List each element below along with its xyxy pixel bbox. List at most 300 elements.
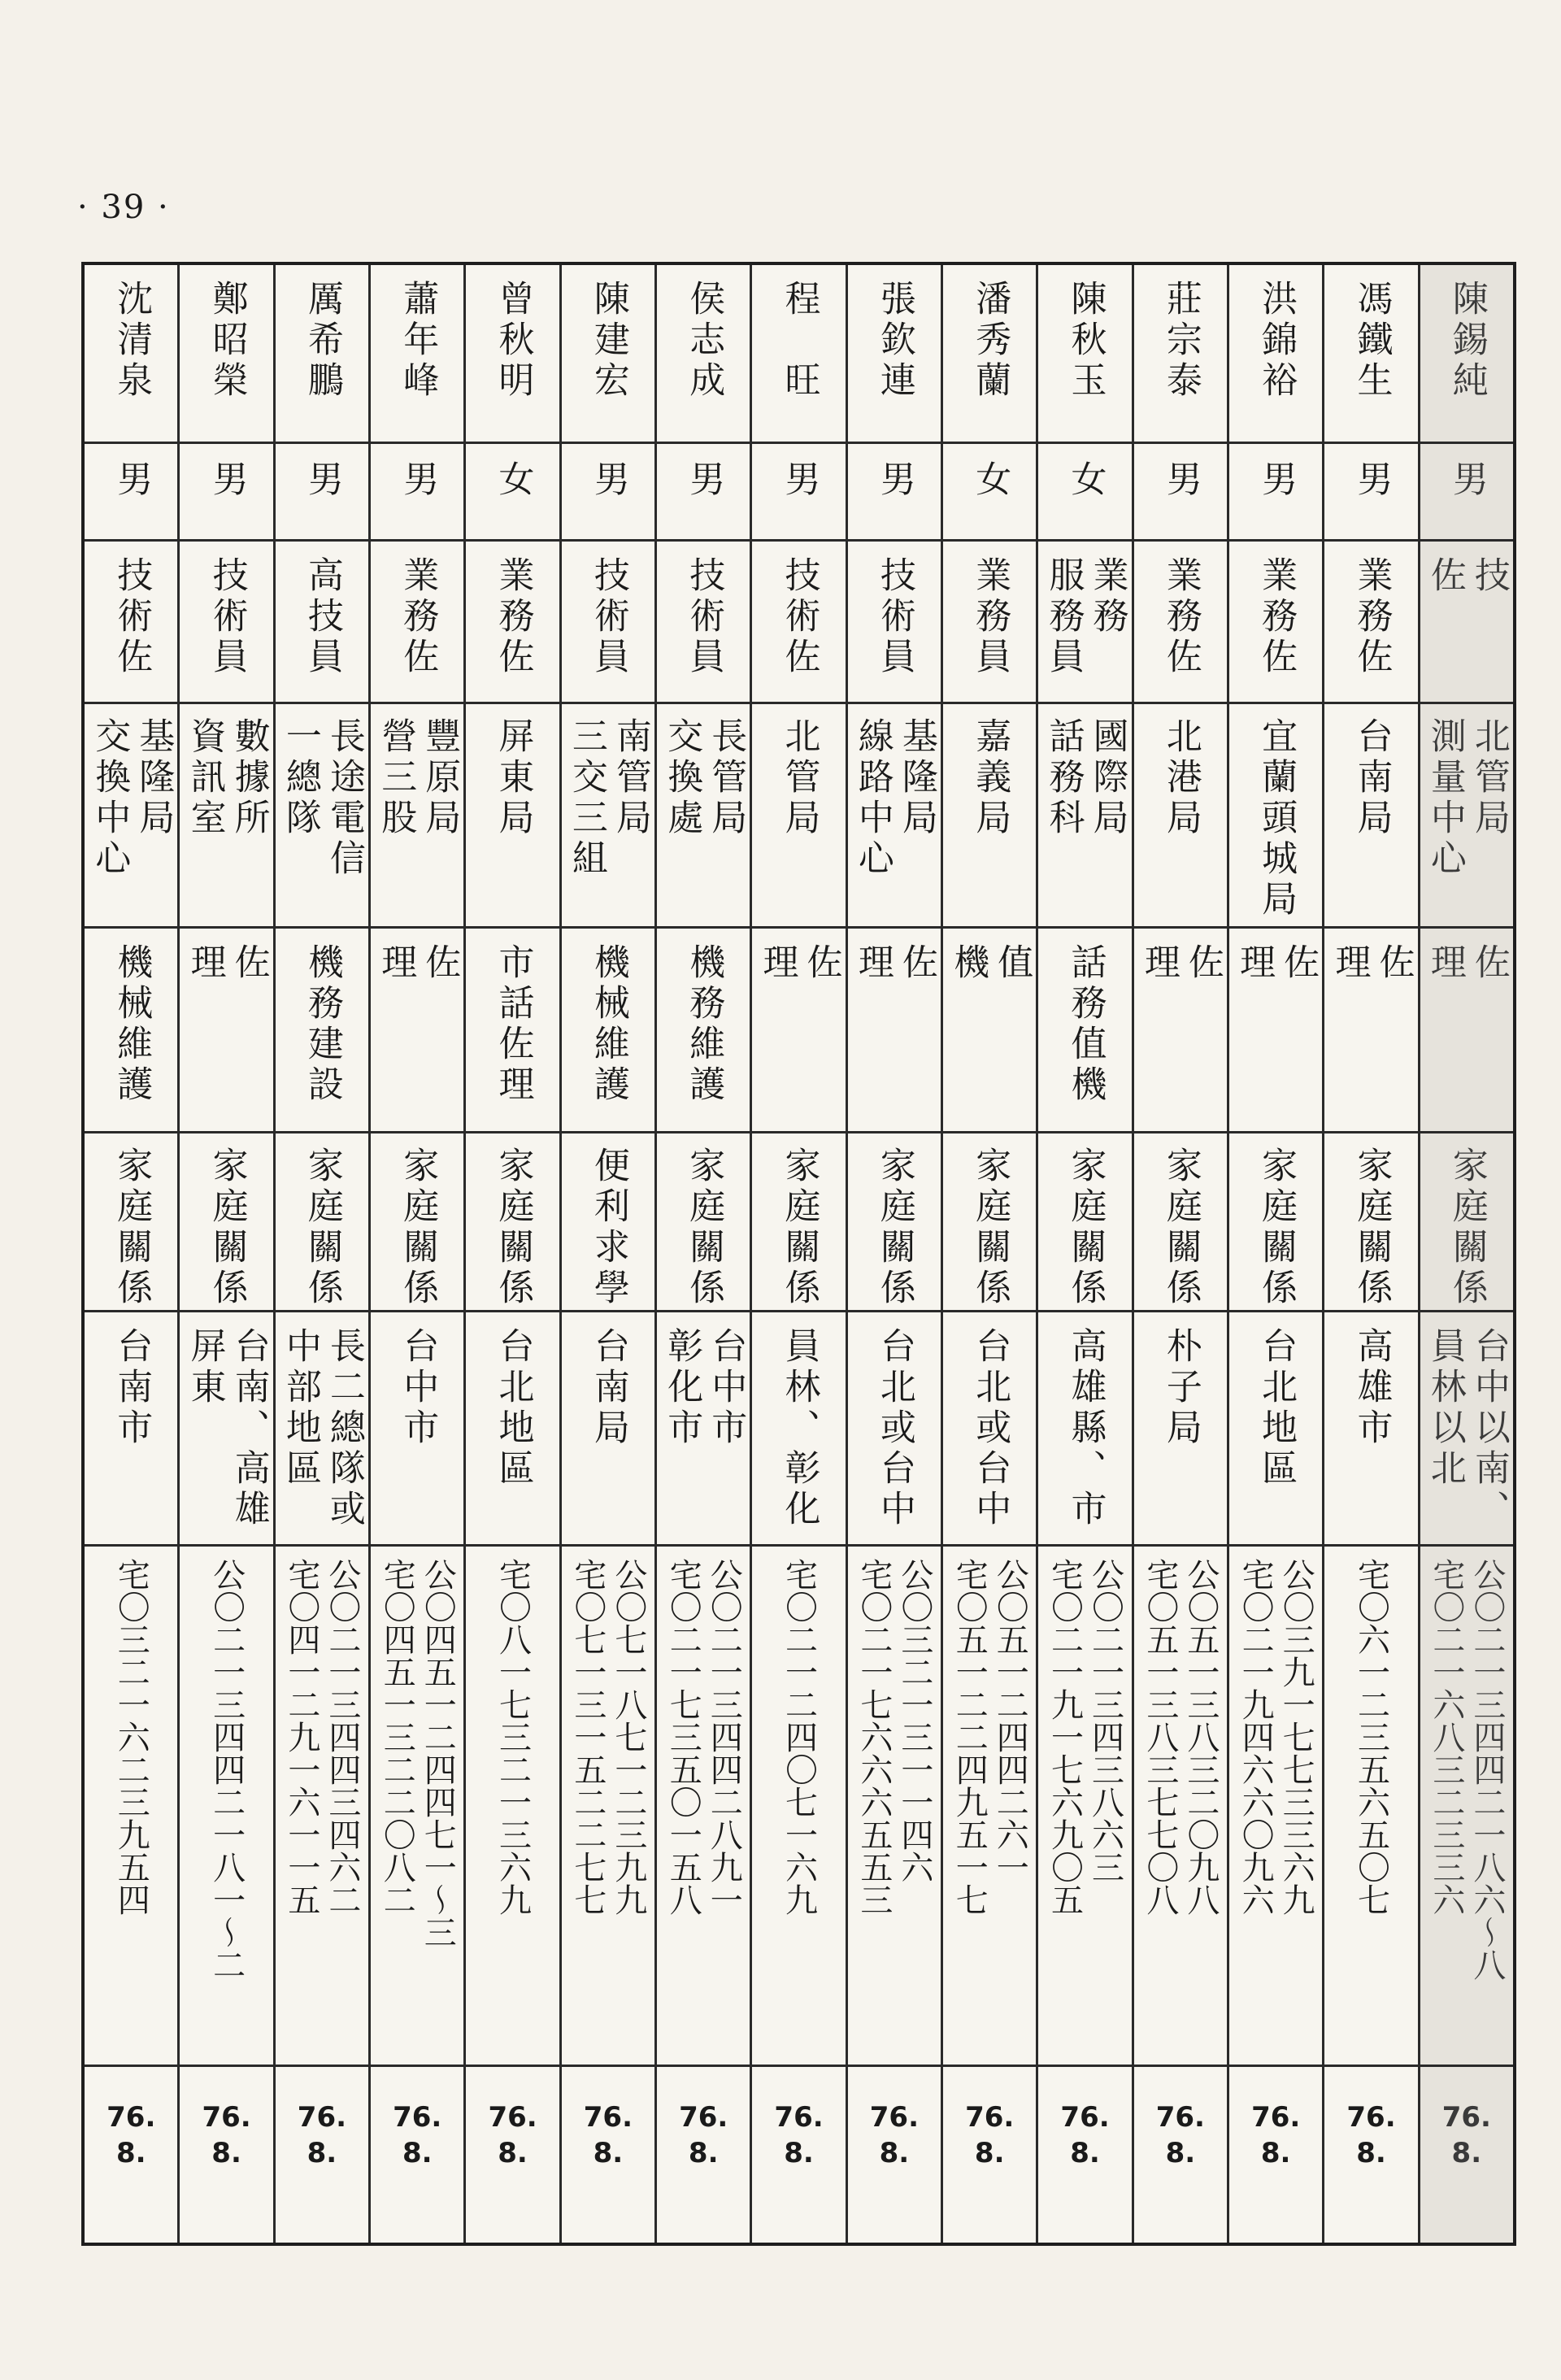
date-text: 76. (774, 2101, 824, 2134)
unit-cell-text: 基隆局 (133, 717, 175, 839)
place-cell (466, 1312, 559, 1547)
unit-cell-text: 測量中心 (1424, 717, 1466, 880)
unit-cell-text: 交換中心 (89, 717, 131, 880)
name-cell-text: 張欽連 (873, 280, 915, 402)
record-column (846, 265, 941, 2243)
date-text: 76. (1441, 2101, 1491, 2134)
place-cell-text: 台南局 (587, 1327, 629, 1449)
date-text: 8. (688, 2137, 719, 2169)
name-cell-text: 陳錫純 (1446, 280, 1488, 402)
job-cell-text: 理 (1424, 943, 1466, 984)
title-cell-text: 技術員 (587, 556, 629, 678)
name-cell (85, 265, 177, 444)
record-column (1418, 265, 1513, 2243)
place-cell-text: 台南、高雄 (228, 1327, 270, 1530)
title-cell (752, 542, 845, 704)
reason-cell-text: 家庭關係 (778, 1146, 820, 1309)
date-cell (752, 2067, 845, 2243)
phone-cell-text: 宅〇二一六八三二三三六 (1427, 1558, 1465, 1916)
unit-cell (371, 704, 463, 929)
phone-cell-text: 公〇三九一七七三三六九 (1277, 1558, 1315, 1916)
reason-cell (1229, 1133, 1322, 1312)
reason-cell-text: 家庭關係 (206, 1146, 248, 1309)
title-cell-text: 技術員 (206, 556, 248, 678)
job-cell-text: 佐 (1372, 943, 1415, 984)
reason-cell-text: 家庭關係 (1255, 1146, 1298, 1309)
sex-cell (1134, 444, 1227, 542)
reason-cell-text: 家庭關係 (1159, 1146, 1202, 1309)
name-cell (1324, 265, 1417, 444)
date-text: 76. (1346, 2101, 1396, 2134)
page-number: · 39 · (77, 189, 170, 226)
reason-cell-text: 家庭關係 (1064, 1146, 1107, 1309)
job-cell-text: 理 (851, 943, 894, 984)
sex-cell-text: 男 (111, 460, 153, 496)
sex-cell (657, 444, 750, 542)
name-cell (1038, 265, 1131, 444)
place-cell-text: 台北或台中 (873, 1327, 915, 1530)
title-cell-text: 業務佐 (492, 556, 534, 678)
sex-cell (848, 444, 941, 542)
transfer-table (81, 262, 1516, 2246)
unit-cell-text: 長途電信 (323, 717, 365, 880)
job-cell-text: 佐 (419, 943, 461, 984)
job-cell-text: 機務建設 (301, 943, 343, 1106)
phone-cell-text: 宅〇二一七六六六五五三 (854, 1558, 893, 1916)
date-text: 8. (498, 2137, 528, 2169)
sex-cell-text: 男 (873, 460, 915, 496)
place-cell (562, 1312, 654, 1547)
place-cell (371, 1312, 463, 1547)
date-cell (848, 2067, 941, 2243)
title-cell (1420, 542, 1513, 704)
sex-cell-text: 男 (397, 460, 439, 496)
reason-cell (848, 1133, 941, 1312)
phone-cell (180, 1547, 272, 2067)
date-text: 8. (211, 2137, 241, 2169)
record-column (1036, 265, 1131, 2243)
date-cell (1229, 2067, 1322, 2243)
job-cell (1038, 929, 1131, 1133)
job-cell (1229, 929, 1322, 1133)
reason-cell-text: 家庭關係 (1350, 1146, 1393, 1309)
record-column (1227, 265, 1322, 2243)
date-cell (371, 2067, 463, 2243)
date-cell (1324, 2067, 1417, 2243)
place-cell-text: 台北或台中 (969, 1327, 1011, 1530)
phone-cell (466, 1547, 559, 2067)
date-cell (180, 2067, 272, 2243)
place-cell (1324, 1312, 1417, 1547)
place-cell (657, 1312, 750, 1547)
record-column (559, 265, 654, 2243)
phone-cell (276, 1547, 368, 2067)
unit-cell (752, 704, 845, 929)
place-cell (943, 1312, 1036, 1547)
date-cell (1420, 2067, 1513, 2243)
phone-cell-text: 宅〇四五一三二二〇八二 (378, 1558, 416, 1916)
unit-cell-text: 營三股 (375, 717, 417, 839)
title-cell (1324, 542, 1417, 704)
reason-cell (1038, 1133, 1131, 1312)
title-cell (562, 542, 654, 704)
job-cell (943, 929, 1036, 1133)
reason-cell-text: 便利求學 (587, 1146, 629, 1309)
phone-cell-text: 宅〇二一九四六六〇九六 (1237, 1558, 1275, 1916)
date-text: 8. (1451, 2137, 1482, 2169)
job-cell (276, 929, 368, 1133)
phone-cell (657, 1547, 750, 2067)
title-cell-text: 業務 (1086, 556, 1128, 637)
unit-cell-text: 北港局 (1159, 717, 1202, 839)
name-cell (1134, 265, 1227, 444)
name-cell (752, 265, 845, 444)
reason-cell-text: 家庭關係 (683, 1146, 725, 1309)
sex-cell (943, 444, 1036, 542)
unit-cell (943, 704, 1036, 929)
record-column (654, 265, 750, 2243)
unit-cell (1324, 704, 1417, 929)
title-cell (1134, 542, 1227, 704)
job-cell (466, 929, 559, 1133)
job-cell-text: 機 (947, 943, 989, 984)
title-cell-text: 佐 (1424, 556, 1466, 597)
place-cell-text: 屏東 (184, 1327, 226, 1408)
reason-cell (371, 1133, 463, 1312)
name-cell-text: 潘秀蘭 (969, 280, 1011, 402)
unit-cell (1038, 704, 1131, 929)
record-column (85, 265, 177, 2243)
record-column (1132, 265, 1227, 2243)
sex-cell-text: 男 (778, 460, 820, 496)
phone-cell-text: 公〇七一八七一二三九九 (609, 1558, 647, 1916)
job-cell (848, 929, 941, 1133)
phone-cell-text: 公〇二一三四三八六三 (1086, 1558, 1124, 1883)
name-cell (1420, 265, 1513, 444)
unit-cell-text: 北管局 (1468, 717, 1510, 839)
job-cell-text: 佐 (1277, 943, 1320, 984)
unit-cell (276, 704, 368, 929)
reason-cell-text: 家庭關係 (1446, 1146, 1488, 1309)
date-cell (276, 2067, 368, 2243)
place-cell-text: 台北地區 (1255, 1327, 1298, 1490)
sex-cell-text: 男 (301, 460, 343, 496)
title-cell-text: 服務員 (1042, 556, 1085, 678)
phone-cell-text: 宅〇七一三一五二二七七 (568, 1558, 607, 1916)
reason-cell-text: 家庭關係 (111, 1146, 153, 1309)
date-text: 76. (679, 2101, 728, 2134)
reason-cell (1420, 1133, 1513, 1312)
name-cell (180, 265, 272, 444)
sex-cell-text: 男 (1255, 460, 1298, 496)
date-cell (1134, 2067, 1227, 2243)
name-cell-text: 曾秋明 (492, 280, 534, 402)
date-text: 76. (202, 2101, 251, 2134)
reason-cell (1324, 1133, 1417, 1312)
phone-cell-text: 公〇五一二四四二六一 (991, 1558, 1029, 1883)
unit-cell-text: 交換處 (661, 717, 703, 839)
place-cell-text: 台南市 (111, 1327, 153, 1449)
job-cell-text: 理 (184, 943, 226, 984)
reason-cell-text: 家庭關係 (492, 1146, 534, 1309)
unit-cell (657, 704, 750, 929)
phone-cell-text: 公〇五一三八三二〇九八 (1181, 1558, 1220, 1916)
name-cell-text: 陳建宏 (587, 280, 629, 402)
job-cell-text: 佐 (800, 943, 842, 984)
place-cell-text: 高雄縣、市 (1064, 1327, 1107, 1530)
place-cell (1420, 1312, 1513, 1547)
job-cell-text: 理 (756, 943, 798, 984)
date-text: 76. (583, 2101, 633, 2134)
sex-cell (276, 444, 368, 542)
sex-cell (371, 444, 463, 542)
job-cell-text: 佐 (895, 943, 937, 984)
reason-cell (562, 1133, 654, 1312)
reason-cell (657, 1133, 750, 1312)
job-cell-text: 佐 (228, 943, 270, 984)
phone-cell-text: 公〇三二一三一一四六 (895, 1558, 933, 1883)
place-cell-text: 長二總隊或 (323, 1327, 365, 1530)
place-cell (752, 1312, 845, 1547)
title-cell (466, 542, 559, 704)
reason-cell (1134, 1133, 1227, 1312)
unit-cell-text: 嘉義局 (969, 717, 1011, 839)
date-text: 8. (1070, 2137, 1100, 2169)
job-cell (562, 929, 654, 1133)
name-cell-text: 厲希鵬 (301, 280, 343, 402)
date-text: 8. (1356, 2137, 1386, 2169)
unit-cell-text: 豐原局 (419, 717, 461, 839)
place-cell-text: 員林以北 (1424, 1327, 1466, 1490)
date-text: 8. (307, 2137, 337, 2169)
title-cell-text: 技 (1468, 556, 1510, 597)
record-column (273, 265, 368, 2243)
place-cell (1038, 1312, 1131, 1547)
place-cell-text: 高雄市 (1350, 1327, 1393, 1449)
record-column (941, 265, 1036, 2243)
place-cell-text: 彰化市 (661, 1327, 703, 1449)
phone-cell-text: 公〇二一三四四二一八一～二 (207, 1558, 246, 1981)
job-cell-text: 理 (1137, 943, 1180, 984)
place-cell-text: 員林、彰化 (778, 1327, 820, 1530)
phone-cell-text: 宅〇二一七三五〇一五八 (664, 1558, 702, 1916)
place-cell-text: 台中以南、 (1468, 1327, 1510, 1530)
reason-cell-text: 家庭關係 (969, 1146, 1011, 1309)
title-cell-text: 技術員 (873, 556, 915, 678)
unit-cell-text: 三交三組 (565, 717, 607, 880)
reason-cell-text: 家庭關係 (397, 1146, 439, 1309)
phone-cell-text: 宅〇三二一六二三九五四 (112, 1558, 150, 1916)
job-cell-text: 機務維護 (683, 943, 725, 1106)
unit-cell (1420, 704, 1513, 929)
place-cell (1229, 1312, 1322, 1547)
date-text: 76. (965, 2101, 1015, 2134)
phone-cell-text: 宅〇二一二四〇七一六九 (780, 1558, 818, 1916)
name-cell (848, 265, 941, 444)
record-column (368, 265, 463, 2243)
title-cell-text: 技術佐 (111, 556, 153, 678)
date-cell (85, 2067, 177, 2243)
date-text: 76. (297, 2101, 347, 2134)
sex-cell-text: 女 (492, 460, 534, 496)
phone-cell-text: 宅〇八一七三二一三六九 (494, 1558, 532, 1916)
unit-cell (1134, 704, 1227, 929)
phone-cell (943, 1547, 1036, 2067)
date-text: 76. (1155, 2101, 1205, 2134)
title-cell (1038, 542, 1131, 704)
job-cell-text: 佐 (1181, 943, 1224, 984)
sex-cell-text: 男 (587, 460, 629, 496)
record-column (1322, 265, 1417, 2243)
title-cell (180, 542, 272, 704)
job-cell-text: 市話佐理 (492, 943, 534, 1106)
date-text: 76. (488, 2101, 537, 2134)
title-cell-text: 業務佐 (1255, 556, 1298, 678)
reason-cell (85, 1133, 177, 1312)
record-column (463, 265, 559, 2243)
unit-cell-text: 屏東局 (492, 717, 534, 839)
job-cell (657, 929, 750, 1133)
unit-cell-text: 話務科 (1042, 717, 1085, 839)
phone-cell-text: 宅〇四一二九一六一一五 (282, 1558, 320, 1916)
date-cell (1038, 2067, 1131, 2243)
job-cell (371, 929, 463, 1133)
title-cell (848, 542, 941, 704)
reason-cell (276, 1133, 368, 1312)
place-cell (180, 1312, 272, 1547)
name-cell-text: 程 旺 (778, 280, 820, 402)
unit-cell-text: 宜蘭頭城局 (1255, 717, 1298, 920)
date-text: 8. (879, 2137, 910, 2169)
unit-cell (848, 704, 941, 929)
title-cell-text: 業務佐 (1159, 556, 1202, 678)
reason-cell (180, 1133, 272, 1312)
name-cell-text: 馮鐵生 (1350, 280, 1393, 402)
phone-cell (85, 1547, 177, 2067)
title-cell (371, 542, 463, 704)
job-cell-text: 理 (375, 943, 417, 984)
phone-cell (562, 1547, 654, 2067)
date-text: 8. (115, 2137, 146, 2169)
job-cell (1420, 929, 1513, 1133)
phone-cell-text: 宅〇二一九一七六九〇五 (1046, 1558, 1084, 1916)
place-cell-text: 朴子局 (1159, 1327, 1202, 1449)
date-text: 8. (593, 2137, 624, 2169)
date-text: 8. (1165, 2137, 1196, 2169)
title-cell (1229, 542, 1322, 704)
phone-cell (1229, 1547, 1322, 2067)
unit-cell-text: 資訊室 (184, 717, 226, 839)
sex-cell (752, 444, 845, 542)
name-cell (371, 265, 463, 444)
reason-cell-text: 家庭關係 (873, 1146, 915, 1309)
name-cell-text: 莊宗泰 (1159, 280, 1202, 402)
phone-cell-text: 宅〇五一三八三七七〇八 (1141, 1558, 1179, 1916)
title-cell (657, 542, 750, 704)
place-cell (848, 1312, 941, 1547)
job-cell-text: 話務值機 (1064, 943, 1107, 1106)
name-cell-text: 鄭昭榮 (206, 280, 248, 402)
title-cell (276, 542, 368, 704)
name-cell-text: 侯志成 (683, 280, 725, 402)
reason-cell-text: 家庭關係 (301, 1146, 343, 1309)
unit-cell-text: 台南局 (1350, 717, 1393, 839)
name-cell-text: 蕭年峰 (397, 280, 439, 402)
job-cell (1134, 929, 1227, 1133)
job-cell (1324, 929, 1417, 1133)
unit-cell-text: 長管局 (705, 717, 747, 839)
title-cell-text: 高技員 (301, 556, 343, 678)
phone-cell (1324, 1547, 1417, 2067)
phone-cell-text: 宅〇六一二三五六五〇七 (1352, 1558, 1390, 1916)
date-text: 76. (1060, 2101, 1110, 2134)
phone-cell-text: 公〇二一三四四三四六二 (323, 1558, 361, 1916)
name-cell (1229, 265, 1322, 444)
date-cell (562, 2067, 654, 2243)
sex-cell-text: 女 (969, 460, 1011, 496)
reason-cell (752, 1133, 845, 1312)
name-cell-text: 洪錦裕 (1255, 280, 1298, 402)
job-cell-text: 佐 (1468, 943, 1510, 984)
date-text: 76. (869, 2101, 919, 2134)
sex-cell-text: 男 (206, 460, 248, 496)
job-cell (180, 929, 272, 1133)
date-cell (466, 2067, 559, 2243)
sex-cell (466, 444, 559, 542)
date-text: 76. (107, 2101, 156, 2134)
job-cell-text: 值 (991, 943, 1033, 984)
sex-cell (562, 444, 654, 542)
phone-cell (1134, 1547, 1227, 2067)
job-cell-text: 理 (1328, 943, 1371, 984)
unit-cell-text: 線路中心 (851, 717, 894, 880)
place-cell-text: 台北地區 (492, 1327, 534, 1490)
record-column (750, 265, 845, 2243)
sex-cell (1229, 444, 1322, 542)
title-cell (943, 542, 1036, 704)
job-cell (752, 929, 845, 1133)
phone-cell-text: 宅〇五一二二四九五一七 (950, 1558, 989, 1916)
unit-cell (1229, 704, 1322, 929)
sex-cell (1324, 444, 1417, 542)
sex-cell-text: 男 (1350, 460, 1393, 496)
sex-cell-text: 女 (1064, 460, 1107, 496)
phone-cell-text: 公〇二一三四四二八九一 (705, 1558, 743, 1916)
place-cell-text: 台中市 (705, 1327, 747, 1449)
title-cell-text: 業務佐 (1350, 556, 1393, 678)
unit-cell-text: 南管局 (609, 717, 651, 839)
title-cell (85, 542, 177, 704)
date-text: 8. (1260, 2137, 1291, 2169)
unit-cell (466, 704, 559, 929)
record-column (177, 265, 272, 2243)
unit-cell (562, 704, 654, 929)
phone-cell (848, 1547, 941, 2067)
unit-cell (85, 704, 177, 929)
job-cell-text: 理 (1233, 943, 1276, 984)
date-cell (657, 2067, 750, 2243)
title-cell-text: 技術員 (683, 556, 725, 678)
date-text: 8. (402, 2137, 433, 2169)
sex-cell (180, 444, 272, 542)
name-cell-text: 沈清泉 (111, 280, 153, 402)
unit-cell (180, 704, 272, 929)
place-cell (276, 1312, 368, 1547)
phone-cell (1038, 1547, 1131, 2067)
reason-cell (943, 1133, 1036, 1312)
sex-cell-text: 男 (1159, 460, 1202, 496)
job-cell-text: 機械維護 (587, 943, 629, 1106)
